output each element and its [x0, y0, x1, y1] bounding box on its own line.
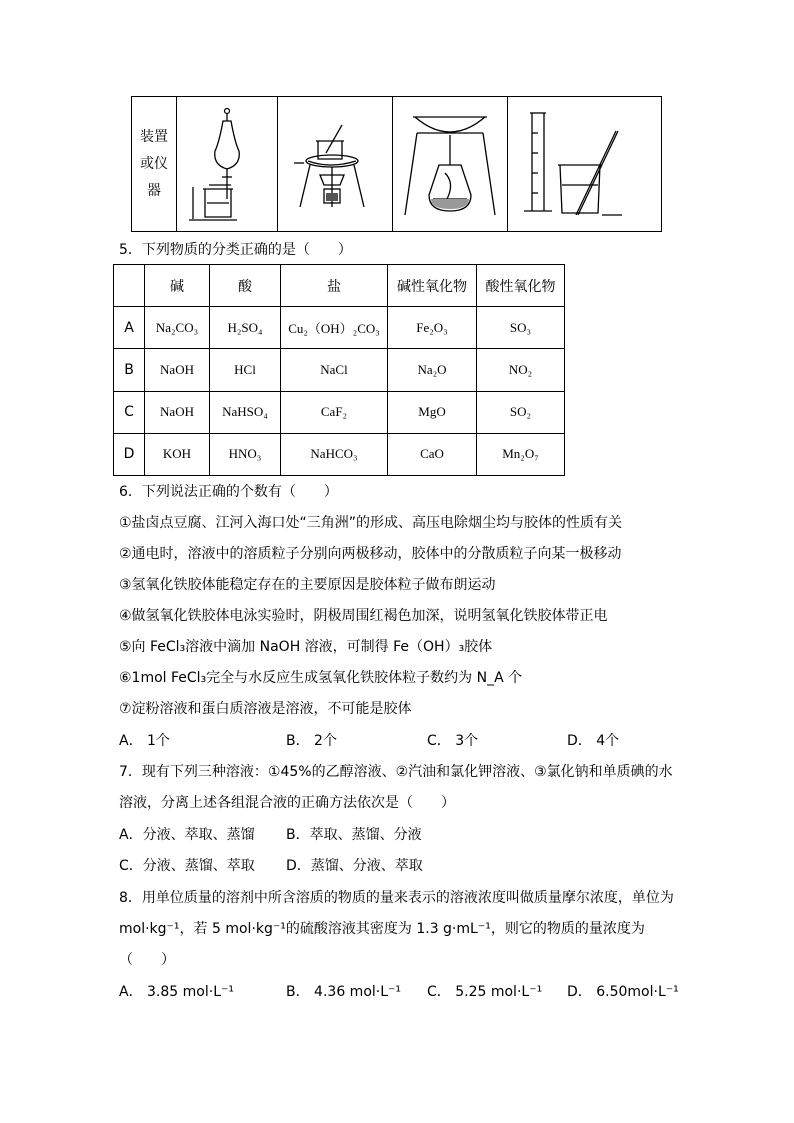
answer-option-b[interactable]: B．萃取、蒸馏、分液 — [286, 827, 422, 843]
apparatus-label-line: 器 — [147, 182, 161, 199]
apparatus-label-line: 装置 — [140, 128, 168, 145]
table-cell: NaHCO₃ — [281, 433, 388, 475]
table-cell: NaHSO₄ — [210, 391, 281, 433]
table-cell: NaOH — [145, 391, 210, 433]
statement-item: ③氢氧化铁胶体能稳定存在的主要原因是胶体粒子做布朗运动 — [119, 577, 496, 593]
question-8-answer-bracket: （ ） — [119, 952, 175, 968]
table-cell: NaOH — [145, 349, 210, 391]
table-cell: SO₃ — [477, 307, 565, 349]
apparatus-cell — [392, 97, 507, 232]
table-row — [114, 391, 565, 433]
apparatus-table — [131, 96, 662, 232]
statement-item: ⑦淀粉溶液和蛋白质溶液是溶液，不可能是胶体 — [119, 701, 412, 717]
answer-option-d[interactable]: D．蒸馏、分液、萃取 — [286, 858, 423, 874]
table-cell: H₂SO₄ — [210, 307, 281, 349]
column-header: 酸 — [210, 265, 281, 307]
table-cell: Na₂O — [388, 349, 477, 391]
answer-option-a[interactable]: A． 3.85 mol·L⁻¹ — [119, 984, 234, 1000]
answer-option-c[interactable]: C． 5.25 mol·L⁻¹ — [427, 984, 543, 1000]
column-header: 盐 — [281, 265, 388, 307]
statement-item: ②通电时，溶液中的溶质粒子分别向两极移动，胶体中的分散质粒子向某一极移动 — [119, 546, 622, 562]
table-cell: HNO₃ — [210, 433, 281, 475]
apparatus-cell — [277, 97, 392, 232]
question-8-stem-cont: mol·kg⁻¹，若 5 mol·kg⁻¹的硫酸溶液其密度为 1.3 g·mL⁻¹，则它的物质的量浓度为 — [119, 921, 645, 937]
statement-item: ⑤向 FeCl₃溶液中滴加 NaOH 溶液，可制得 Fe（OH）₃胶体 — [119, 639, 493, 655]
separatory-funnel-icon — [179, 103, 275, 225]
statement-item: ④做氢氧化铁胶体电泳实验时，阴极周围红褐色加深，说明氢氧化铁胶体带正电 — [119, 608, 608, 624]
column-header: 酸性氧化物 — [477, 265, 565, 307]
row-label: D — [114, 433, 145, 475]
table-cell: Mn₂O₇ — [477, 433, 565, 475]
row-label: A — [114, 307, 145, 349]
apparatus-cell — [177, 97, 278, 232]
answer-option-a[interactable]: A．分液、萃取、蒸馏 — [119, 827, 255, 843]
column-header: 碱 — [145, 265, 210, 307]
column-header: 碱性氧化物 — [388, 265, 477, 307]
apparatus-label-line: 或仪 — [140, 155, 168, 172]
table-cell: NaCl — [281, 349, 388, 391]
answer-option-c[interactable]: C．分液、蒸馏、萃取 — [119, 858, 255, 874]
table-cell: KOH — [145, 433, 210, 475]
table-cell: Cu₂（OH）₂CO₃ — [281, 307, 388, 349]
answer-option-d[interactable]: D． 4个 — [567, 733, 620, 749]
table-cell: CaF₂ — [281, 391, 388, 433]
statement-item: ⑥1mol FeCl₃完全与水反应生成氢氧化铁胶体粒子数约为 N_A 个 — [119, 670, 523, 686]
classification-table — [113, 264, 565, 476]
question-7-stem-cont: 溶液，分离上述各组混合液的正确方法依次是（ ） — [119, 795, 455, 811]
apparatus-cell — [507, 97, 661, 232]
column-header — [114, 265, 145, 307]
table-cell: NO₂ — [477, 349, 565, 391]
answer-option-c[interactable]: C． 3个 — [427, 733, 479, 749]
apparatus-label — [132, 97, 177, 232]
row-label: C — [114, 391, 145, 433]
question-8-stem: 8．用单位质量的溶剂中所含溶质的物质的量来表示的溶液浓度叫做质量摩尔浓度，单位为 — [119, 890, 674, 906]
graduated-cylinder-beaker-icon — [510, 103, 658, 225]
answer-option-b[interactable]: B． 2个 — [286, 733, 337, 749]
table-cell: Na₂CO₃ — [145, 307, 210, 349]
question-6-stem: 6．下列说法正确的个数有（ ） — [119, 484, 338, 500]
table-row — [114, 349, 565, 391]
table-cell: SO₂ — [477, 391, 565, 433]
table-cell: HCl — [210, 349, 281, 391]
answer-option-b[interactable]: B． 4.36 mol·L⁻¹ — [286, 984, 402, 1000]
evaporation-setup-icon — [280, 103, 390, 225]
table-cell: CaO — [388, 433, 477, 475]
row-label: B — [114, 349, 145, 391]
table-header-row — [114, 265, 565, 307]
answer-option-d[interactable]: D． 6.50mol·L⁻¹ — [567, 984, 679, 1000]
table-cell: MgO — [388, 391, 477, 433]
table-row — [114, 307, 565, 349]
question-7-stem: 7．现有下列三种溶液：①45%的乙醇溶液、②汽油和氯化钾溶液、③氯化钠和单质碘的水 — [119, 764, 673, 780]
statement-item: ①盐卤点豆腐、江河入海口处“三角洲”的形成、高压电除烟尘均与胶体的性质有关 — [119, 515, 623, 531]
table-row — [114, 433, 565, 475]
table-cell: Fe₂O₃ — [388, 307, 477, 349]
question-5-stem: 5．下列物质的分类正确的是（ ） — [119, 242, 352, 258]
distillation-setup-icon — [395, 103, 505, 225]
answer-option-a[interactable]: A． 1个 — [119, 733, 170, 749]
